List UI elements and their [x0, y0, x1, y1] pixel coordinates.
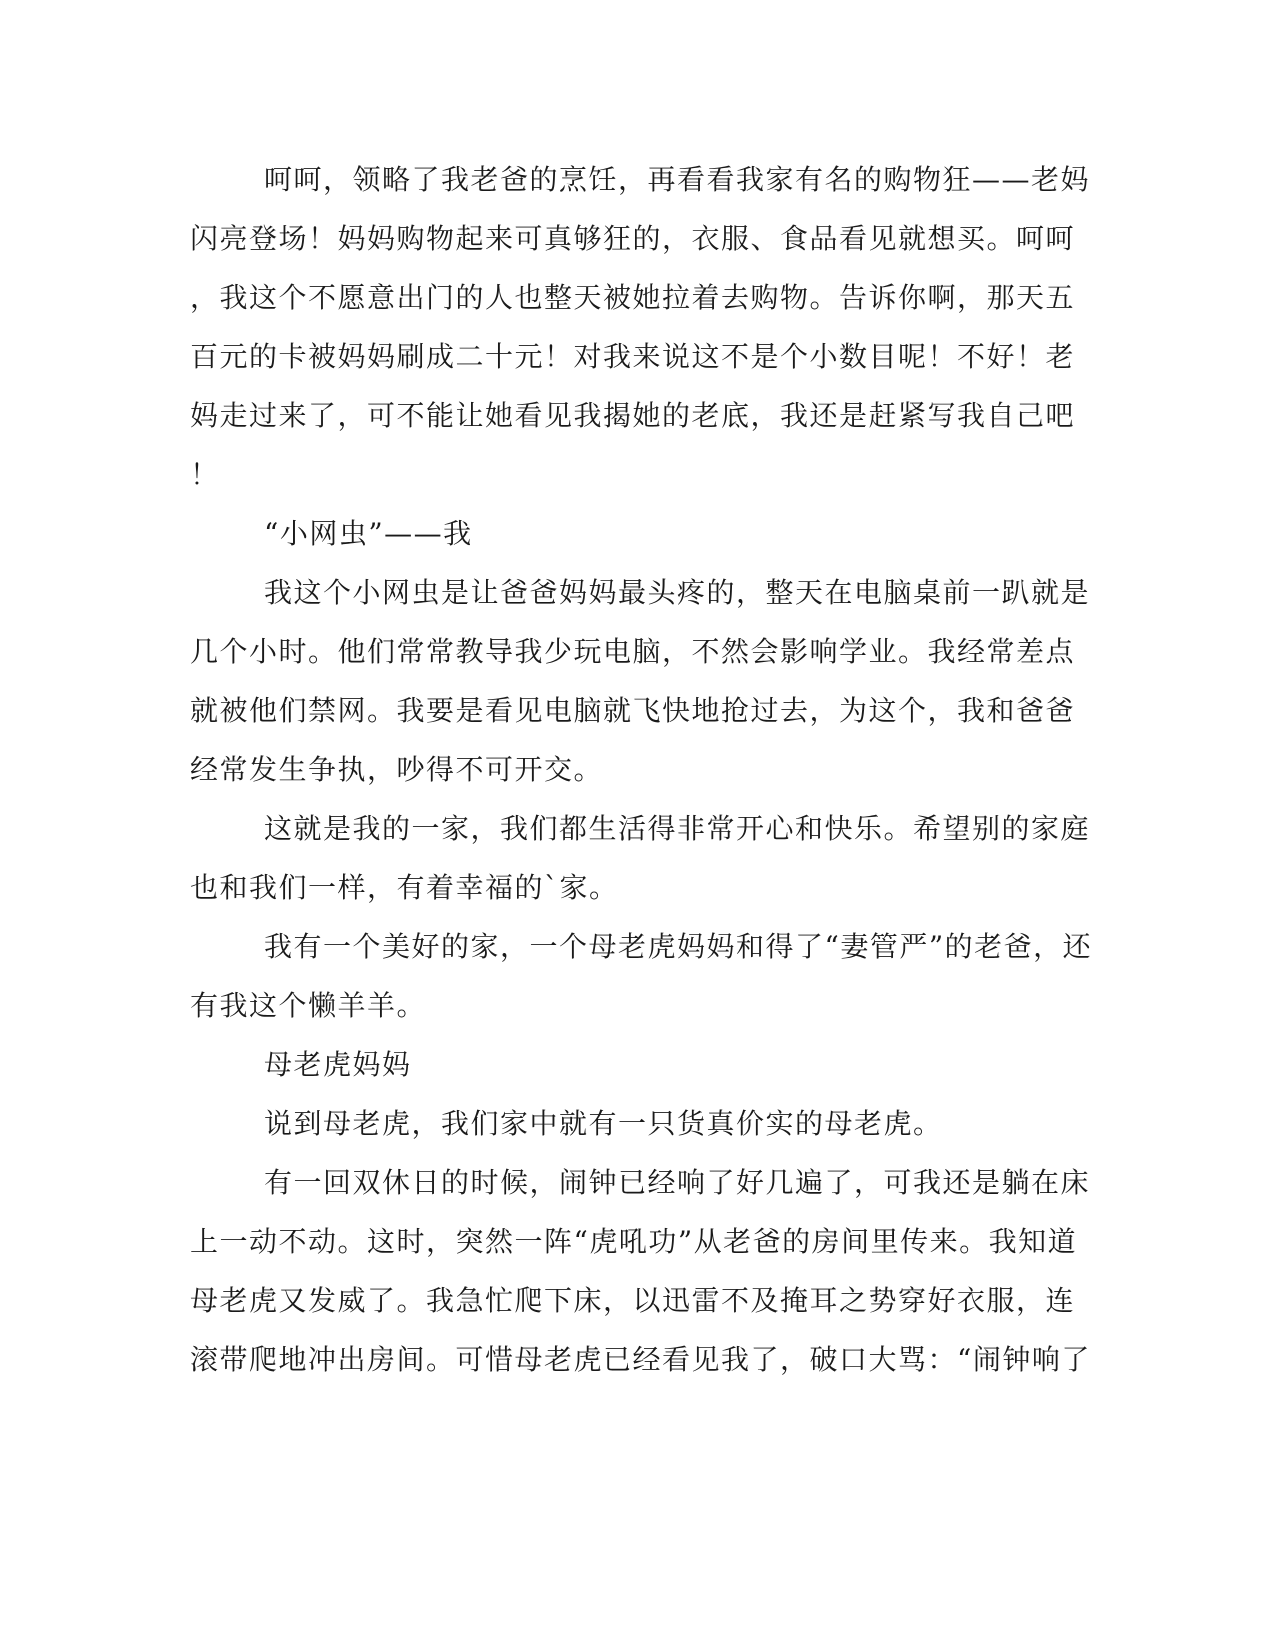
text-line: 经常发生争执，吵得不可开交。 [190, 753, 604, 786]
text-line: 有我这个懒羊羊。 [190, 989, 427, 1022]
text-line: 这就是我的一家，我们都生活得非常开心和快乐。希望别的家庭 [264, 812, 1091, 845]
text-line: 呵呵，领略了我老爸的烹饪，再看看我家有名的购物狂——老妈 [264, 163, 1091, 196]
text-line: 滚带爬地冲出房间。可惜母老虎已经看见我了，破口大骂：“闹钟响了 [190, 1343, 1091, 1376]
text-line: 闪亮登场！妈妈购物起来可真够狂的，衣服、食品看见就想买。呵呵 [190, 222, 1076, 255]
text-line: 也和我们一样，有着幸福的`家。 [190, 871, 619, 904]
text-line: ，我这个不愿意出门的人也整天被她拉着去购物。告诉你啊，那天五 [190, 281, 1076, 314]
text-line: 说到母老虎，我们家中就有一只货真价实的母老虎。 [264, 1107, 943, 1140]
section-heading: 母老虎妈妈 [264, 1048, 412, 1081]
text-line: 母老虎又发威了。我急忙爬下床，以迅雷不及掩耳之势穿好衣服，连 [190, 1284, 1076, 1317]
text-line: 我有一个美好的家，一个母老虎妈妈和得了“妻管严”的老爸，还 [264, 930, 1093, 963]
text-line: 几个小时。他们常常教导我少玩电脑，不然会影响学业。我经常差点 [190, 635, 1076, 668]
text-line: 就被他们禁网。我要是看见电脑就飞快地抢过去，为这个，我和爸爸 [190, 694, 1076, 727]
text-line: 妈走过来了，可不能让她看见我揭她的老底，我还是赶紧写我自己吧 [190, 399, 1076, 432]
text-line: 百元的卡被妈妈刷成二十元！对我来说这不是个小数目呢！不好！老 [190, 340, 1076, 373]
text-line: 上一动不动。这时，突然一阵“虎吼功”从老爸的房间里传来。我知道 [190, 1225, 1078, 1258]
text-line: 我这个小网虫是让爸爸妈妈最头疼的，整天在电脑桌前一趴就是 [264, 576, 1091, 609]
text-line: ！ [190, 458, 220, 491]
text-line: 有一回双休日的时候，闹钟已经响了好几遍了，可我还是躺在床 [264, 1166, 1091, 1199]
section-heading: “小网虫”——我 [264, 517, 473, 550]
